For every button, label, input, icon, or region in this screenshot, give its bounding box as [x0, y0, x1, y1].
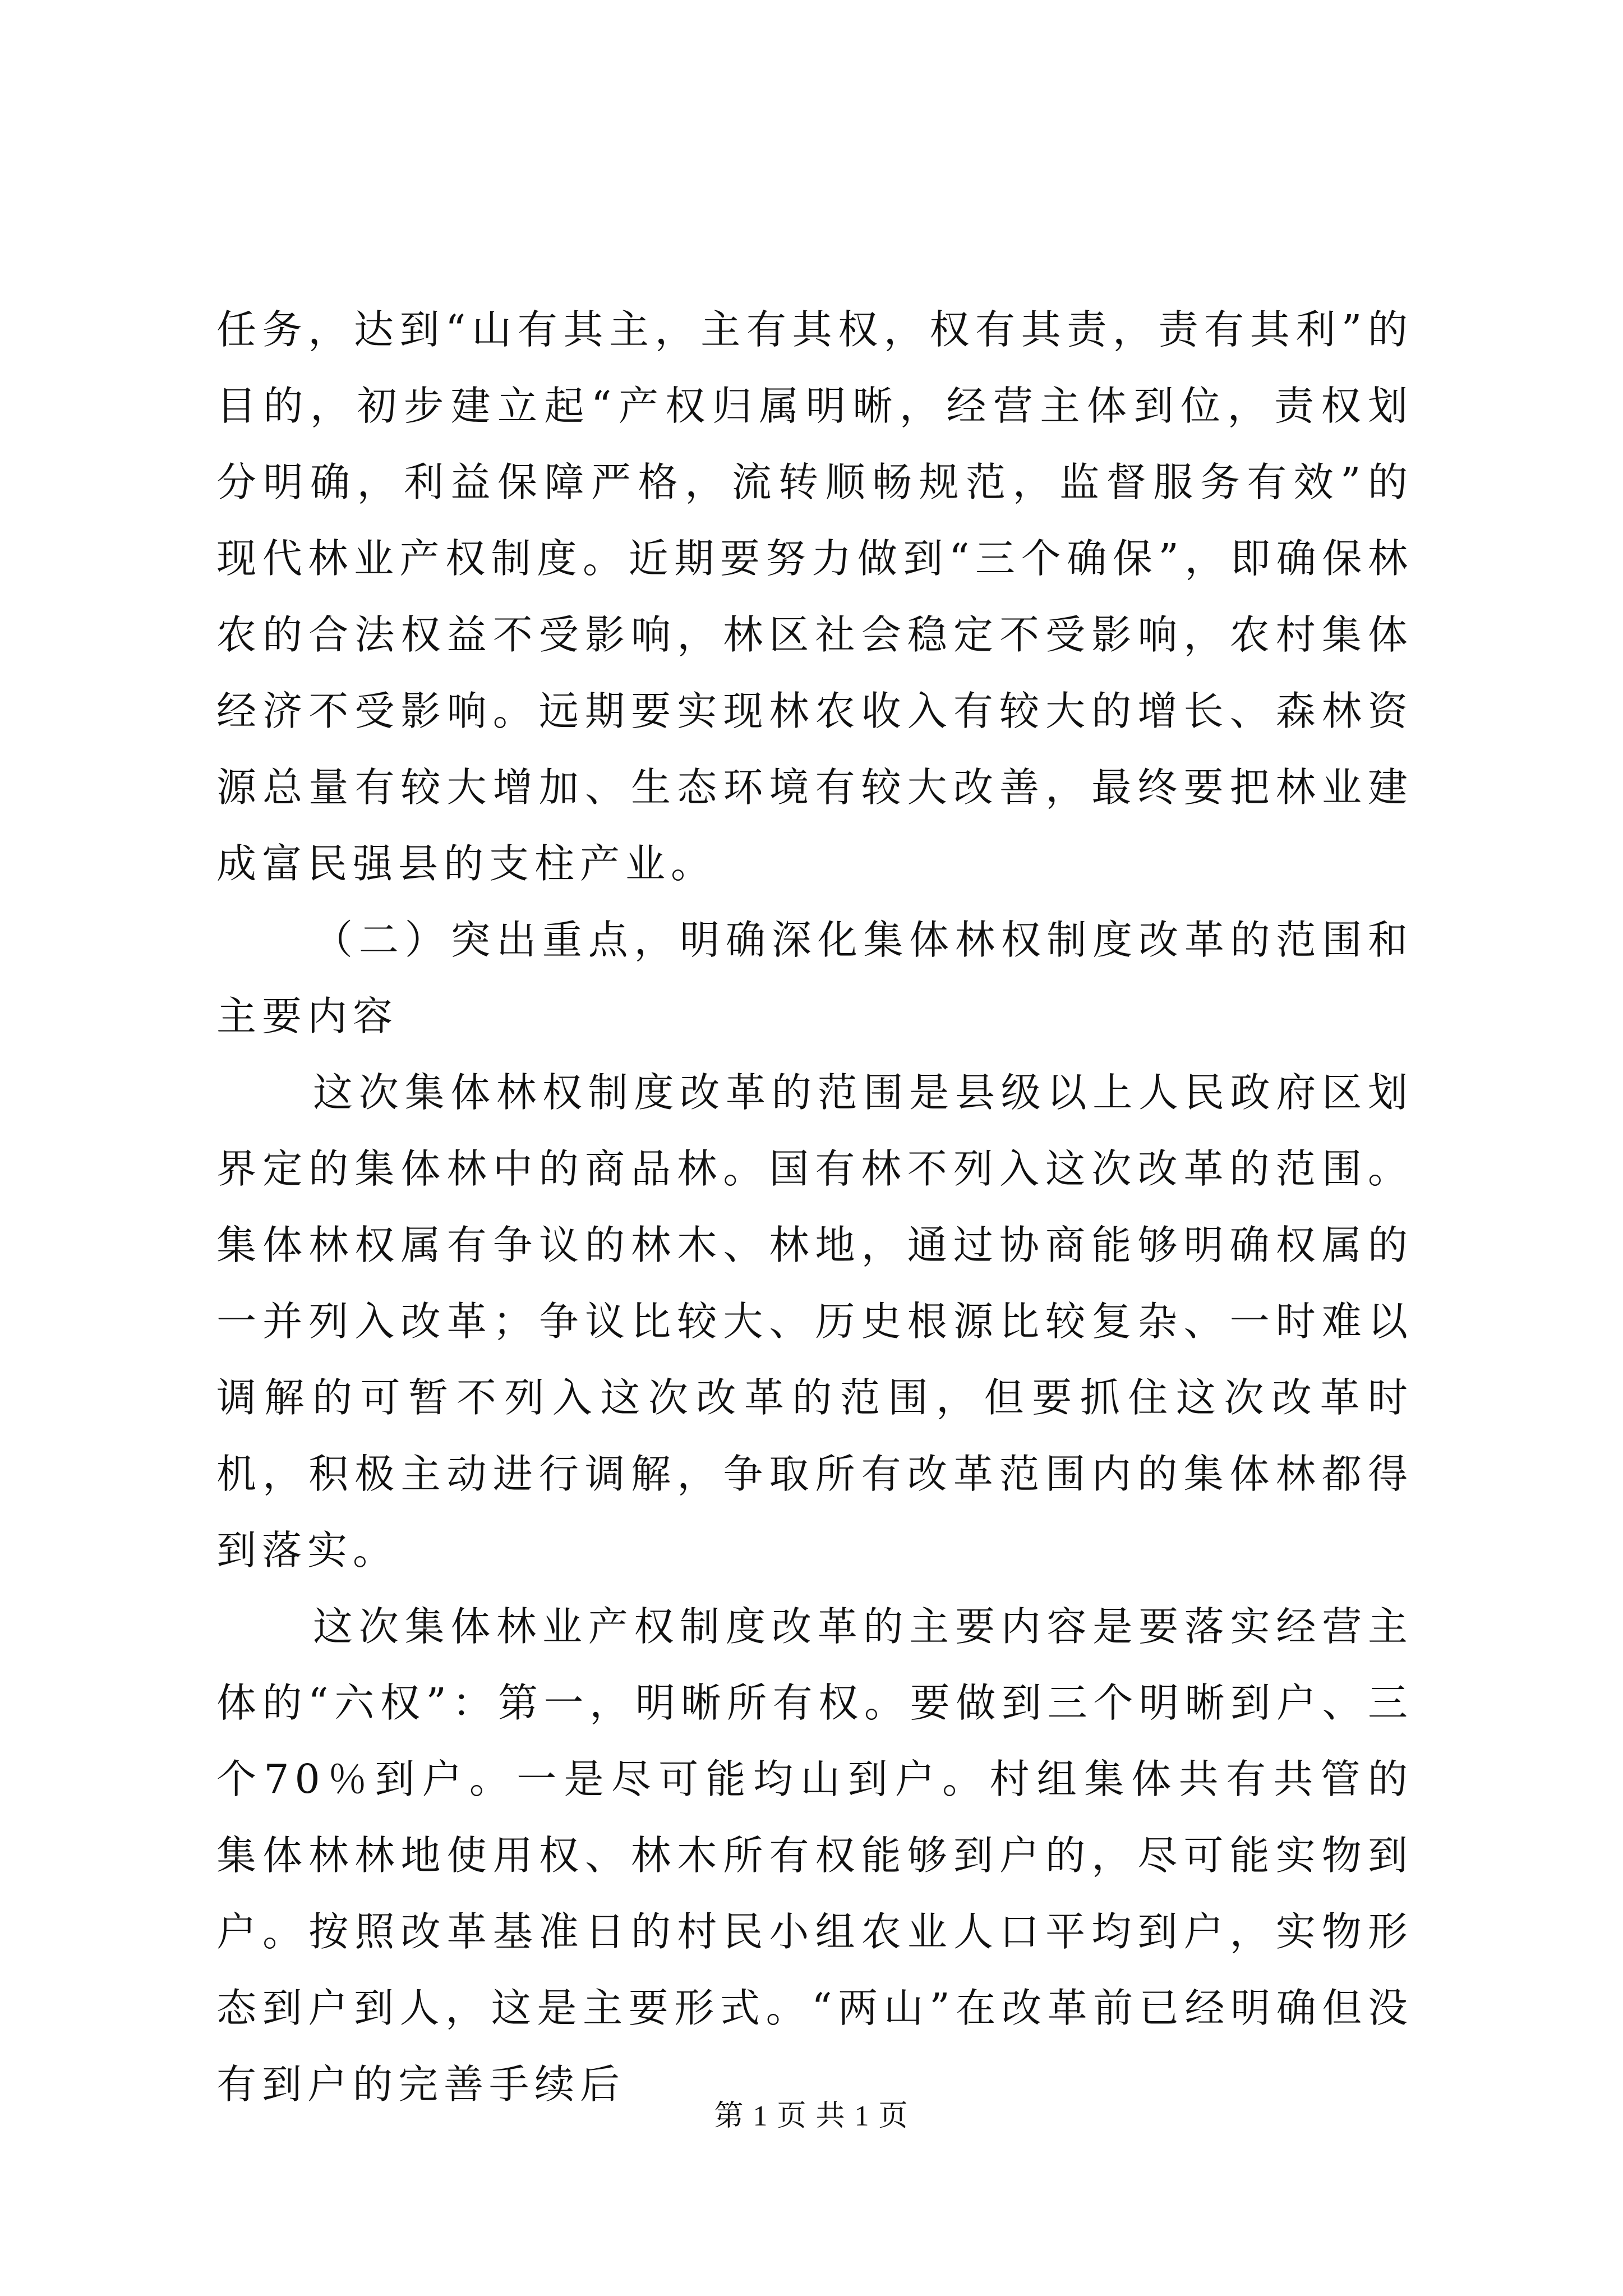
document-body — [216, 292, 1413, 2123]
paragraph-continuation: 任务，达到“山有其主，主有其权，权有其责，责有其利”的目的，初步建立起“产权归属明晰，经营主体到位，责权划分明确，利益保障严格，流转顺畅规范，监督服务有效”的现代林业产权制度。近期要努力做到“三个确保”，即确保林农的合法权益不受影响，林区社会稳定不受影响，农村集体经济不受影响。远期要实现林农收入有较大的增长、森林资源总量有较大增加、生态环境有较大改善，最终要把林业建成富民强县的支柱产业。 — [216, 306, 1413, 887]
section-heading: （二）突出重点，明确深化集体林权制度改革的范围和主要内容 — [216, 917, 1413, 1039]
paragraph-scope: 这次集体林权制度改革的范围是县级以上人民政府区划界定的集体林中的商品林。国有林不列入这次改革的范围。集体林权属有争议的林木、林地，通过协商能够明确权属的一并列入改革；争议比较大、历史根源比较复杂、一时难以调解的可暂不列入这次改革的范围，但要抓住这次改革时机，积极主动进行调解，争取所有改革范围内的集体林都得到落实。 — [216, 1069, 1413, 1573]
page-footer: 第 1 页 共 1 页 — [714, 2100, 909, 2132]
paragraph-main-content: 这次集体林业产权制度改革的主要内容是要落实经营主体的“六权”：第一，明晰所有权。要做到三个明晰到户、三个70％到户。一是尽可能均山到户。村组集体共有共管的集体林林地使用权、林木所有权能够到户的，尽可能实物到户。按照改革基准日的村民小组农业人口平均到户，实物形态到户到人，这是主要形式。“两山”在改革前已经明确但没有到户的完善手续后 — [216, 1603, 1413, 2108]
